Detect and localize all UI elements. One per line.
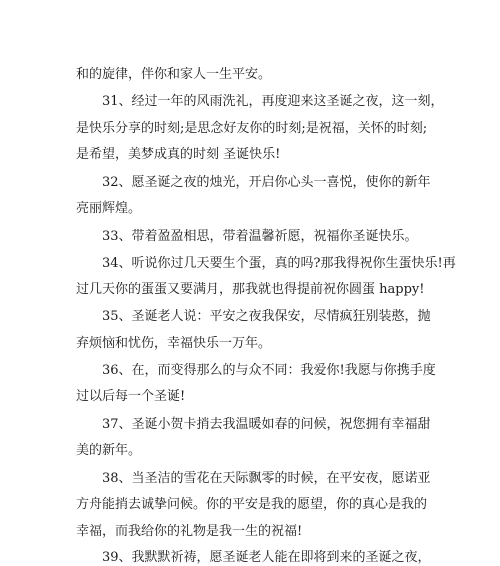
text-line: 和的旋律，伴你和家人一生平安。 [76, 67, 272, 82]
text-line: 38、当圣洁的雪花在天际飘零的时候，在平安夜，愿诺亚 [102, 471, 431, 486]
text-line: 幸福，而我给你的礼物是我一生的祝福! [76, 524, 303, 539]
text-line: 33、带着盈盈相思，带着温馨祈愿，祝福你圣诞快乐。 [102, 229, 418, 244]
text-line: 是希望，美梦成真的时刻 圣诞快乐! [76, 147, 281, 162]
text-line: 36、在，而变得那么的与众不同：我爱你!我愿与你携手度 [102, 363, 436, 378]
text-line: 35、圣诞老人说：平安之夜我保安，尽情疯狂别装憨，抛 [102, 309, 431, 324]
text-line: 32、愿圣诞之夜的烛光，开启你心头一喜悦，使你的新年 [102, 175, 431, 190]
text-line: 方舟能捎去诚挚问候。你的平安是我的愿望，你的真心是我的 [76, 497, 428, 512]
text-line: 34、听说你过几天要生个蛋，真的吗?那我得祝你生蛋快乐!再 [102, 256, 456, 271]
text-line: 31、经过一年的风雨洗礼，再度迎来这圣诞之夜，这一刻， [102, 94, 444, 109]
text-line: 过几天你的蛋蛋又要满月，那我就也得提前祝你圆蛋 happy! [76, 282, 425, 297]
text-line: 美的新年。 [76, 443, 142, 458]
text-line: 弃烦恼和忧伤，幸福快乐一万年。 [76, 336, 272, 351]
text-line: 是快乐分享的时刻;是思念好友你的时刻;是祝福，关怀的时刻; [76, 121, 428, 136]
text-line: 37、圣诞小贺卡捎去我温暖如春的问候，祝您拥有幸福甜 [102, 417, 431, 432]
text-line: 亮丽辉煌。 [76, 201, 142, 216]
text-line: 过以后每一个圣诞! [76, 389, 186, 404]
text-line: 39、我默默祈祷，愿圣诞老人能在即将到来的圣诞之夜， [102, 550, 431, 565]
